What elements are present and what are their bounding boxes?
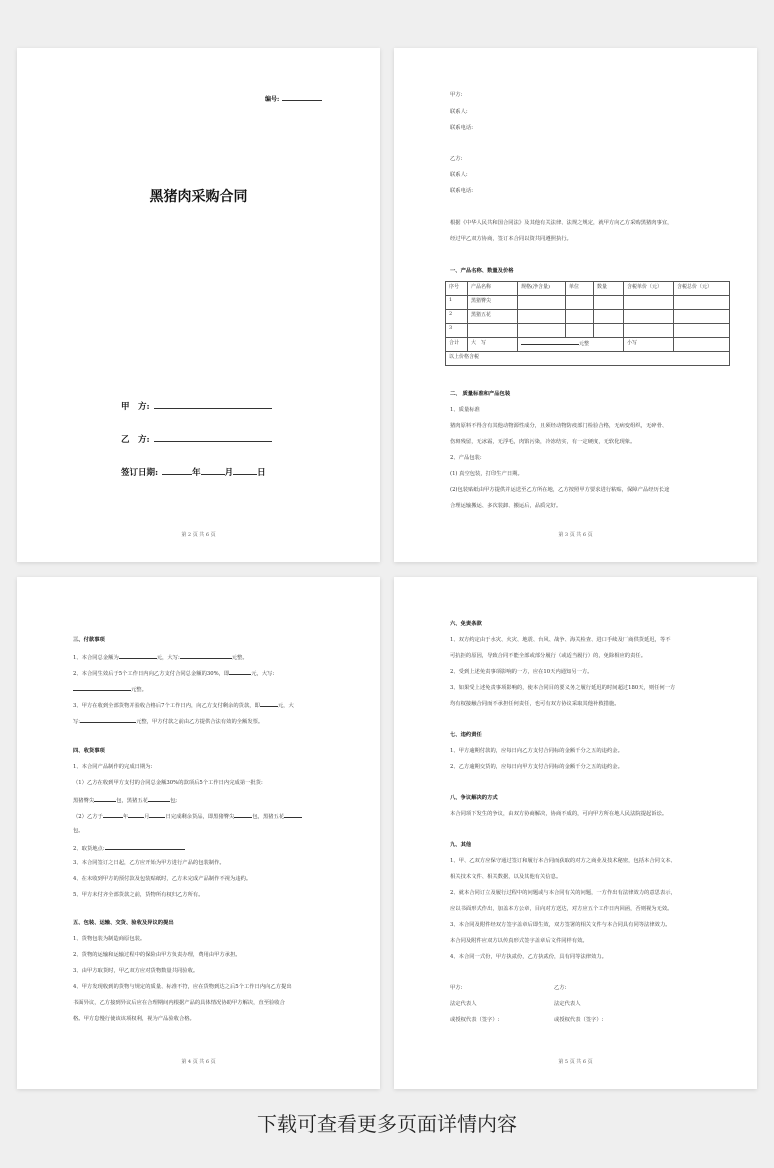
package-heading: 2、产品包装: [450, 455, 482, 461]
total-label: 合计 [446, 338, 468, 352]
contract-page-3 [394, 48, 757, 562]
table-cell: 1 [446, 296, 468, 310]
intro-line-1: 根据《中华人民共和国合同法》及其他有关法律、法规之规定，就甲方向乙方采购黑猪肉事宜， [450, 220, 673, 226]
section-5-heading: 五、包装、运输、交货、验收及异议的提出 [73, 920, 174, 926]
table-header: 单位 [566, 282, 594, 296]
other-line-1b: 相关技术文件、相关数据，以及其他有关信息。 [450, 874, 562, 880]
shipping-line-3: 3、由甲方取货时，甲乙双方应对货物数量共同验收。 [73, 968, 199, 974]
section-9-heading: 九、其他 [450, 842, 472, 848]
table-cell [468, 324, 518, 338]
table-row [446, 324, 730, 338]
party-b-phone: 联系电话: [450, 188, 473, 194]
page-number: 第 3 页 共 6 页 [558, 532, 593, 538]
shipping-line-4a: 4、甲方发现收到的货物与规定的质量、标准不符，应在货物到达之后5个工作日内向乙方提出 [73, 984, 292, 990]
section-7-heading: 七、违约责任 [450, 732, 482, 738]
contract-page-4 [17, 577, 380, 1089]
sign-rep-b: 法定代表人 [554, 1001, 581, 1007]
shipping-line-2: 2、货物的运输和运输过程中的保险由甲方负责办理，费用由甲方承担。 [73, 952, 241, 958]
download-more-footer: 下载可查看更多页面详情内容 [257, 1112, 517, 1136]
section-3-heading: 三、付款事项 [73, 637, 105, 643]
section-2-heading: 二、 质量标准和产品包装 [450, 391, 511, 397]
table-header-row [446, 282, 730, 296]
total-upper-value: 元整 [518, 338, 624, 352]
receipt-line-1d: 包。 [73, 828, 84, 834]
sign-agent-b: 或授权代表（签字）: [554, 1017, 604, 1023]
page-number: 第 5 页 共 6 页 [558, 1059, 593, 1065]
other-line-3b: 本合同及附件应双方以传真形式签字盖章后文件同样有效。 [450, 938, 588, 944]
table-header: 含税总价（元） [674, 282, 730, 296]
shipping-line-4b: 书面异议，乙方接到异议后应在合理期间内根据产品的具体情况协助甲方解决，直至验收合 [73, 1000, 285, 1006]
dispute-line: 本合同项下发生的争议，由双方协商解决，协商不成的，可向甲方所在地人民法院提起诉讼。 [450, 811, 668, 817]
party-b-label: 乙方: [450, 156, 463, 162]
contract-number-label: 编号: [265, 94, 322, 103]
payment-line-3: 3、甲方在收到全部货物并验收合格后7个工作日内，向乙方支付剩余的货款，即 元，大 [73, 703, 294, 709]
receipt-line-5: 5、甲方未付齐全部货款之前，货物所有权归乙方所有。 [73, 892, 204, 898]
table-cell: 黑猪臀尖 [468, 296, 518, 310]
contract-title: 黑猪肉采购合同 [149, 189, 248, 205]
package-text-3: 合理运输搬运、多次装卸、搬运后，品质完好。 [450, 503, 562, 509]
party-a-line: 甲 方: [121, 400, 272, 412]
sign-party-b: 乙方: [554, 985, 567, 991]
total-lower-label: 小写 [624, 338, 674, 352]
party-a-label: 甲方: [450, 92, 463, 98]
other-line-4: 4、本合同一式份，甲方执贰份，乙方执贰份，具有同等法律效力。 [450, 954, 607, 960]
section-6-heading: 六、免责条款 [450, 621, 482, 627]
total-upper-label: 大 写 [468, 338, 518, 352]
exemption-line-1a: 1、双方约定由于水灾、火灾、地震、台风、战争、海关检查、进口手续及厂商供货延迟，等不 [450, 637, 671, 643]
exemption-line-3b: 均有权接触合同而不承担任何责任，也可有双方协议采取其他补救措施。 [450, 701, 620, 707]
party-b-line: 乙 方: [121, 433, 272, 445]
other-line-3a: 3、本合同及附件经双方签字盖章后即生效，双方签署的相关文件与本合同具有同等法律效力。 [450, 922, 671, 928]
other-line-2a: 2、就本合同订立及履行过程中的问题或与本合同有关的问题，一方作出有法律效力的意思表示， [450, 890, 676, 896]
table-header: 数量 [594, 282, 624, 296]
section-4-heading: 四、收货事项 [73, 748, 105, 754]
payment-line-2b: 元整。 [73, 685, 147, 694]
table-row [446, 310, 730, 324]
breach-line-1: 1、甲方逾期付款的，应每日向乙方支付合同标的金额千分之五的违约金。 [450, 748, 623, 754]
section-8-heading: 八、争议解决的方式 [450, 795, 498, 801]
sign-party-a: 甲方: [450, 985, 463, 991]
table-total-row [446, 338, 730, 352]
receipt-line-1b: 黑猪臀尖 包，黑猪五花 包; [73, 798, 178, 804]
party-a-phone: 联系电话: [450, 125, 473, 131]
section-1-heading: 一、产品名称、数量及价格 [450, 268, 514, 274]
breach-line-2: 2、乙方逾期交货的，应每日向甲方支付合同标的金额千分之五的违约金。 [450, 764, 623, 770]
table-cell: 2 [446, 310, 468, 324]
intro-line-2: 经过甲乙双方协商，签订本合同以资共同遵照执行。 [450, 236, 572, 242]
receipt-line-2: 2、取货地点: [73, 844, 185, 853]
page-number: 第 2 页 共 6 页 [181, 532, 216, 538]
quality-text-2: 伤斑残留，无冰霜，无浮毛，肉馅污染，冷冻结实，有一定硬度，无软化现象。 [450, 439, 636, 445]
contract-page-2 [17, 48, 380, 562]
other-line-1a: 1、甲、乙双方应保守通过签订和履行本合同而获取的对方之商业及技术秘密，包括本合同文本、 [450, 858, 676, 864]
table-header: 序号 [446, 282, 468, 296]
payment-line-3b: 写: 元整，甲方付款之前由乙方提供合法有效的全额发票。 [73, 719, 264, 725]
exemption-line-3a: 3、如果受上述免责事项影响的，使本合同目的要义务之履行延迟的时间超过180天，则任何一方 [450, 685, 676, 691]
contract-page-5 [394, 577, 757, 1089]
receipt-line-1a: （1）乙方在收到甲方支付的合同总金额30%的款项后5个工作日内完成第一批货: [73, 780, 263, 786]
table-header: 产品名称 [468, 282, 518, 296]
price-note: 以上价格含税 [446, 352, 730, 366]
receipt-line-1: 1、本合同产品制作的完成日期为: [73, 764, 153, 770]
table-header: 含税单价（元） [624, 282, 674, 296]
exemption-line-2: 2、受到上述免责事项影响的一方，应在10天内通知另一方。 [450, 669, 593, 675]
product-table [445, 281, 730, 366]
package-text-2: (2)包装贴纸由甲方提供并运送至乙方所在地，乙方按照甲方要求进行粘贴，保障产品经历长途 [450, 487, 670, 493]
quality-text-1: 猪肉原料不得含有其他动物源性成分，且须经动物防疫部门检验合格，无病变组织，无碎骨、 [450, 423, 668, 429]
receipt-line-4: 4、在未收到甲方的预付款及包装贴纸时，乙方未完成产品制作不视为违约。 [73, 876, 252, 882]
party-a-contact: 联系人: [450, 109, 468, 115]
payment-line-2: 2、本合同生效后于5个工作日内向乙方支付合同总金额的30%，即 元，大写: [73, 671, 275, 677]
sign-date-line: 签订日期: 年 月 日 [121, 468, 266, 478]
quality-heading: 1、质量标准 [450, 407, 480, 413]
package-text-1: (1) 真空包装，打印生产日期。 [450, 471, 523, 477]
payment-line-1: 1、本合同总金额为 元，大写: 元整。 [73, 655, 248, 661]
party-b-contact: 联系人: [450, 172, 468, 178]
shipping-line-1: 1、货物包装为制造商原包装。 [73, 936, 146, 942]
table-row [446, 296, 730, 310]
sign-agent-a: 或授权代表（签字）: [450, 1017, 500, 1023]
page-number: 第 4 页 共 6 页 [181, 1059, 216, 1065]
other-line-2b: 应以书面形式作出，加盖本方公章，目向对方送达，对方应五个工作日内回函，否则视为无效。 [450, 906, 673, 912]
sign-rep-a: 法定代表人 [450, 1001, 477, 1007]
table-header: 规格(净含量) [518, 282, 566, 296]
receipt-line-1c: （2）乙方于 年 月 日完成剩余货品，即黑猪臀尖 包，黑猪五花 [73, 812, 302, 821]
shipping-line-4c: 格。甲方怠慢行使该该项权利，视为产品验收合格。 [73, 1016, 195, 1022]
table-cell: 3 [446, 324, 468, 338]
exemption-line-1b: 可抗拒的原因，导致合同不能全部或部分履行（或适当履行）的，免除相应的责任。 [450, 653, 646, 659]
table-cell: 黑猪五花 [468, 310, 518, 324]
table-note-row [446, 352, 730, 366]
receipt-line-3: 3、本合同签订之日起，乙方应开始为甲方进行产品的包装制作。 [73, 860, 225, 866]
